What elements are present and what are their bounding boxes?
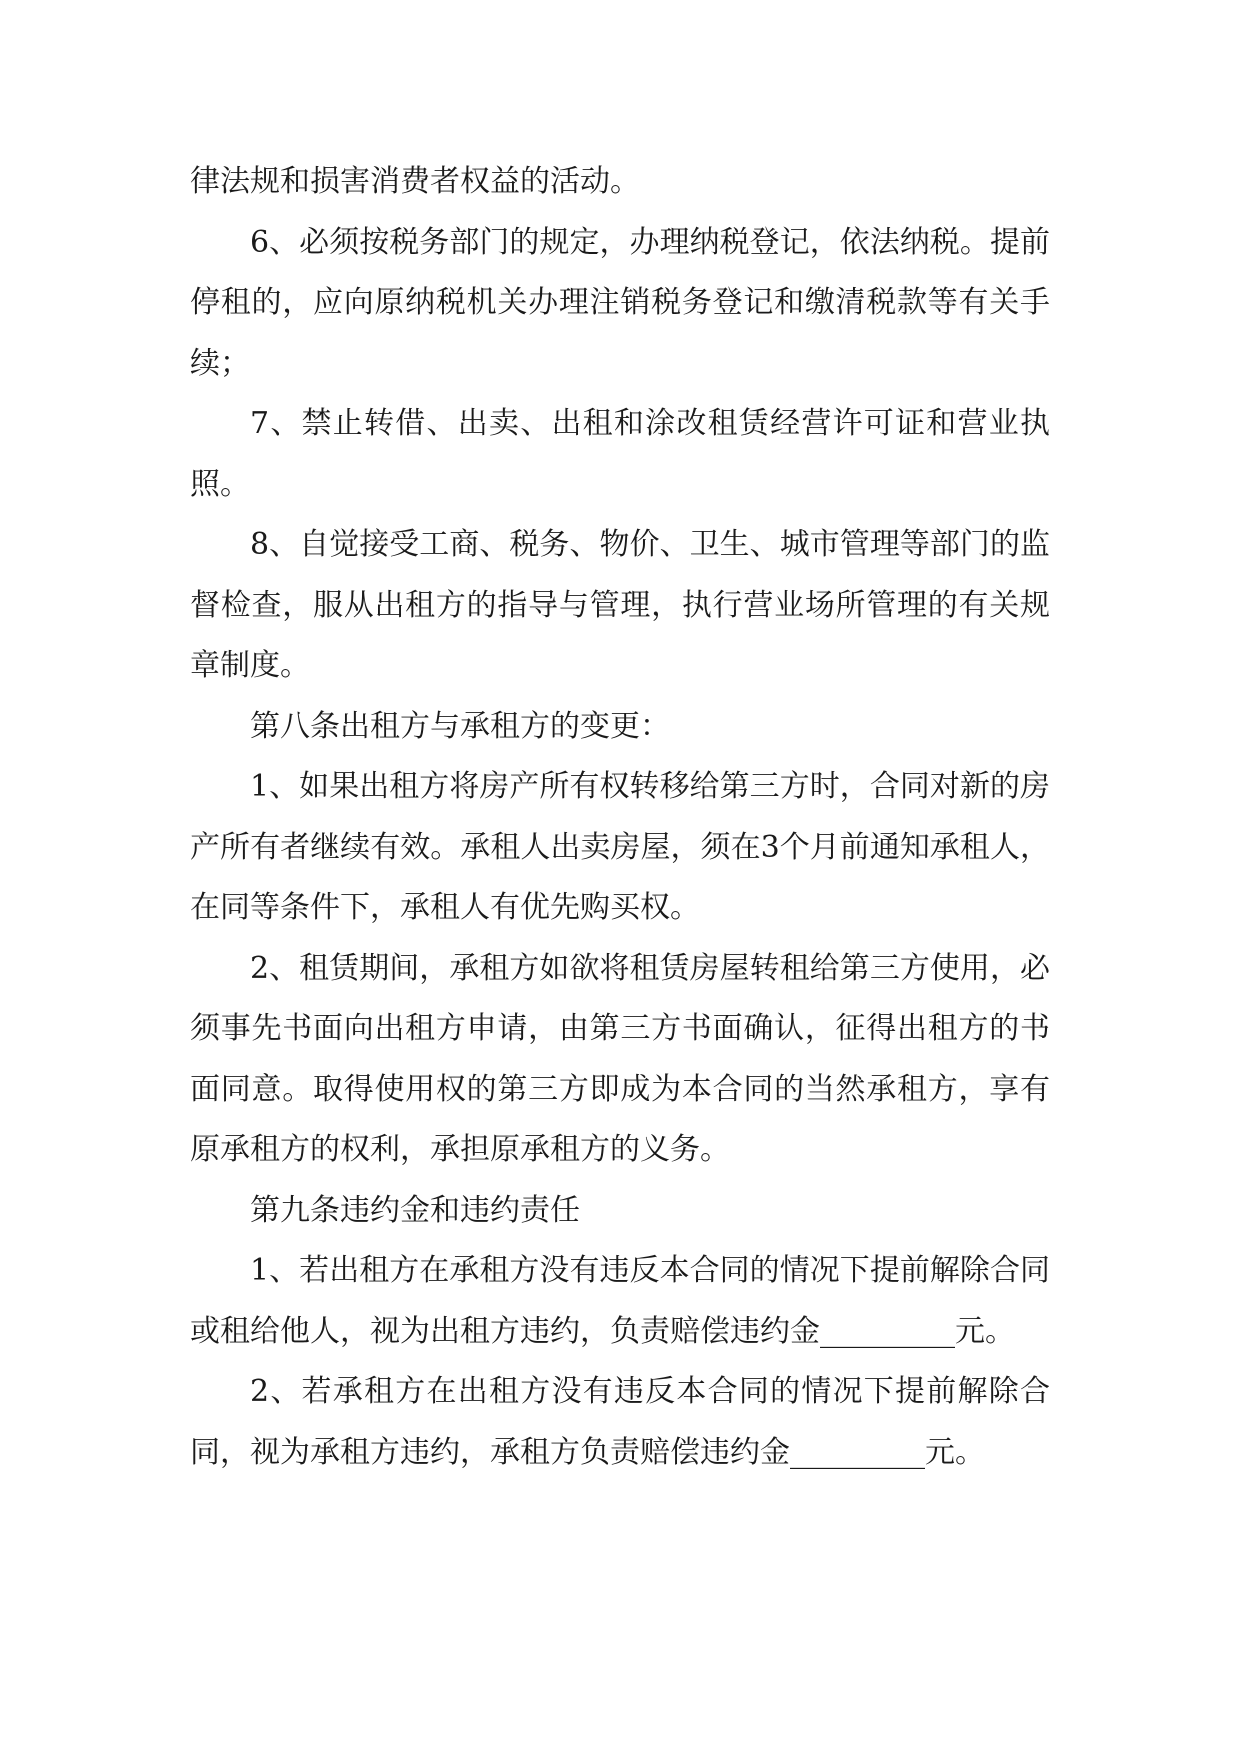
- paragraph-article-8-item-2: 2、租赁期间，承租方如欲将租赁房屋转租给第三方使用，必须事先书面向出租方申请，由第三方书面确认，征得出租方的书面同意。取得使用权的第三方即成为本合同的当然承租方，享有原承租方的权利，承担原承租方的义务。: [190, 950, 1050, 1167]
- paragraph-intro-continuation: 律法规和损害消费者权益的活动。: [190, 164, 640, 199]
- paragraph-article-8-item-1: 1、如果出租方将房产所有权转移给第三方时，合同对新的房产所有者继续有效。承租人出卖房屋，须在3个月前通知承租人，在同等条件下，承租人有优先购买权。: [190, 769, 1050, 925]
- section-heading-article-9: 第九条违约金和违约责任: [250, 1192, 580, 1228]
- paragraph-item-8-supervision: 8、自觉接受工商、税务、物价、卫生、城市管理等部门的监督检查，服从出租方的指导与管理，执行营业场所管理的有关规章制度。: [190, 527, 1050, 683]
- section-heading-article-8: 第八条出租方与承租方的变更：: [250, 708, 670, 744]
- paragraph-item-6-tax: 6、必须按税务部门的规定，办理纳税登记，依法纳税。提前停租的，应向原纳税机关办理注销税务登记和缴清税款等有关手续；: [190, 224, 1050, 381]
- paragraph-article-9-item-2: 2、若承租方在出租方没有违反本合同的情况下提前解除合同，视为承租方违约，承租方负责赔偿违约金_________元。: [190, 1374, 1050, 1470]
- document-body: [190, 152, 1050, 1483]
- paragraph-article-9-item-1: 1、若出租方在承租方没有违反本合同的情况下提前解除合同或租给他人，视为出租方违约，负责赔偿违约金_________元。: [190, 1253, 1050, 1349]
- paragraph-item-7-license: 7、禁止转借、出卖、出租和涂改租赁经营许可证和营业执照。: [190, 406, 1050, 502]
